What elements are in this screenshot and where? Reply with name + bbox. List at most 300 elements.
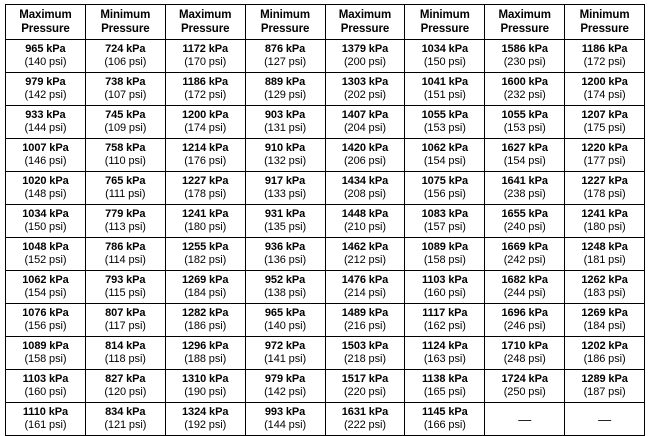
cell-psi: (132 psi) [264, 155, 307, 167]
cell-psi: (184 psi) [583, 320, 626, 332]
table-cell [565, 106, 645, 139]
column-header-8 [565, 5, 645, 40]
table-cell [165, 370, 245, 403]
cell-psi: (153 psi) [423, 122, 466, 134]
table-cell [405, 172, 485, 205]
table-cell [6, 205, 86, 238]
cell-psi: (204 psi) [343, 122, 386, 134]
table-cell [565, 370, 645, 403]
cell-kpa: 786 kPa [105, 240, 146, 253]
cell-kpa: — [598, 411, 612, 427]
table-cell [165, 205, 245, 238]
cell-kpa: 1682 kPa [501, 273, 548, 286]
column-header-1-line1: Maximum [19, 8, 72, 21]
cell-kpa: 1089 kPa [22, 339, 69, 352]
cell-psi: (141 psi) [264, 353, 307, 365]
table-row [6, 238, 645, 271]
table-cell [85, 337, 165, 370]
table-cell [245, 238, 325, 271]
cell-kpa: 1407 kPa [341, 108, 389, 121]
cell-kpa: 1075 kPa [421, 174, 468, 187]
cell-kpa: 1655 kPa [501, 207, 548, 220]
table-cell [85, 172, 165, 205]
column-header-3 [165, 5, 245, 40]
table-cell [405, 370, 485, 403]
table-cell [6, 139, 86, 172]
cell-psi: (190 psi) [184, 386, 227, 398]
cell-psi: (192 psi) [184, 419, 227, 431]
cell-kpa: 1220 kPa [581, 141, 628, 154]
cell-psi: (140 psi) [264, 320, 307, 332]
table-cell [85, 40, 165, 73]
cell-psi: (184 psi) [184, 287, 227, 299]
cell-psi: (131 psi) [264, 122, 307, 134]
cell-kpa: 889 kPa [264, 75, 306, 88]
cell-kpa: 724 kPa [105, 42, 146, 55]
cell-psi: (172 psi) [184, 89, 227, 101]
column-header-4 [245, 5, 325, 40]
cell-psi: (160 psi) [24, 386, 67, 398]
cell-psi: (176 psi) [184, 155, 227, 167]
cell-psi: (186 psi) [184, 320, 227, 332]
table-cell [85, 238, 165, 271]
cell-psi: (158 psi) [423, 254, 466, 266]
column-header-4-line1: Minimum [260, 8, 310, 21]
column-header-2-line1: Minimum [100, 8, 151, 21]
cell-psi: (158 psi) [24, 353, 67, 365]
column-header-4-line2: Pressure [260, 23, 310, 35]
cell-kpa: 1710 kPa [501, 339, 548, 352]
cell-kpa: 1200 kPa [182, 108, 229, 121]
table-cell [485, 238, 565, 271]
table-row [6, 73, 645, 106]
column-header-8-line1: Minimum [579, 8, 630, 21]
cell-kpa: 1448 kPa [341, 207, 389, 220]
cell-psi: (187 psi) [583, 386, 626, 398]
cell-psi: (170 psi) [184, 56, 227, 68]
cell-psi: (127 psi) [264, 56, 307, 68]
cell-kpa: 1186 kPa [182, 75, 229, 88]
table-cell [405, 40, 485, 73]
cell-kpa: 758 kPa [105, 141, 146, 154]
cell-psi: (106 psi) [104, 56, 147, 68]
column-header-7-line2: Pressure [500, 23, 549, 35]
cell-psi: (133 psi) [264, 188, 307, 200]
table-row [6, 139, 645, 172]
cell-kpa: 1227 kPa [182, 174, 229, 187]
cell-kpa: 1020 kPa [22, 174, 69, 187]
cell-psi: (129 psi) [264, 89, 307, 101]
cell-kpa: 1138 kPa [421, 372, 468, 385]
table-cell [405, 139, 485, 172]
table-cell [245, 271, 325, 304]
cell-psi: (232 psi) [503, 89, 546, 101]
column-header-1-line2: Pressure [21, 23, 70, 35]
cell-psi: (151 psi) [423, 89, 466, 101]
table-cell [565, 172, 645, 205]
cell-psi: (150 psi) [423, 56, 466, 68]
column-header-5 [325, 5, 405, 40]
table-cell [325, 106, 405, 139]
cell-psi: (121 psi) [104, 419, 147, 431]
cell-kpa: 1034 kPa [22, 207, 69, 220]
cell-kpa: 1476 kPa [341, 273, 389, 286]
cell-psi: (111 psi) [105, 188, 146, 200]
cell-psi: (117 psi) [104, 320, 146, 332]
cell-psi: (208 psi) [343, 188, 386, 200]
cell-kpa: 1200 kPa [581, 75, 628, 88]
cell-psi: (230 psi) [503, 56, 546, 68]
cell-psi: (180 psi) [184, 221, 227, 233]
column-header-2 [85, 5, 165, 40]
table-cell [565, 238, 645, 271]
cell-psi: (153 psi) [503, 122, 546, 134]
column-header-2-line2: Pressure [101, 23, 150, 35]
column-header-8-line2: Pressure [580, 23, 629, 35]
cell-kpa: 1641 kPa [501, 174, 548, 187]
table-cell [6, 304, 86, 337]
table-cell [85, 205, 165, 238]
table-row [6, 337, 645, 370]
column-header-3-line1: Maximum [179, 8, 232, 21]
header-row [6, 5, 645, 40]
cell-kpa: 1262 kPa [581, 273, 628, 286]
cell-kpa: 1007 kPa [22, 141, 69, 154]
table-cell [485, 205, 565, 238]
cell-kpa: 1083 kPa [421, 207, 468, 220]
table-cell [565, 337, 645, 370]
table-cell [245, 139, 325, 172]
cell-psi: (178 psi) [184, 188, 227, 200]
cell-psi: (248 psi) [503, 353, 546, 365]
cell-kpa: 1296 kPa [182, 339, 229, 352]
table-cell [245, 337, 325, 370]
cell-kpa: — [518, 411, 532, 427]
column-header-5-line2: Pressure [340, 23, 390, 35]
table-body [6, 40, 645, 436]
table-cell [485, 370, 565, 403]
table-cell [85, 370, 165, 403]
cell-kpa: 931 kPa [264, 207, 306, 220]
cell-kpa: 1103 kPa [421, 273, 468, 286]
cell-kpa: 1379 kPa [341, 42, 389, 55]
table-cell [485, 304, 565, 337]
cell-kpa: 1282 kPa [182, 306, 229, 319]
table-cell [245, 172, 325, 205]
cell-kpa: 965 kPa [264, 306, 306, 319]
cell-psi: (154 psi) [24, 287, 67, 299]
cell-psi: (160 psi) [423, 287, 466, 299]
table-cell [6, 337, 86, 370]
cell-kpa: 1303 kPa [341, 75, 389, 88]
cell-psi: (107 psi) [104, 89, 147, 101]
cell-kpa: 1103 kPa [22, 372, 69, 385]
table-cell [325, 370, 405, 403]
cell-kpa: 1089 kPa [421, 240, 468, 253]
cell-psi: (161 psi) [24, 419, 67, 431]
cell-psi: (238 psi) [503, 188, 546, 200]
cell-psi: (110 psi) [104, 155, 146, 167]
cell-psi: (175 psi) [583, 122, 626, 134]
cell-psi: (174 psi) [583, 89, 626, 101]
cell-kpa: 827 kPa [105, 372, 146, 385]
cell-kpa: 1034 kPa [421, 42, 468, 55]
table-cell [325, 139, 405, 172]
table-cell [165, 172, 245, 205]
table-row [6, 271, 645, 304]
cell-kpa: 1076 kPa [22, 306, 69, 319]
cell-psi: (183 psi) [583, 287, 626, 299]
cell-kpa: 1434 kPa [341, 174, 389, 187]
cell-psi: (135 psi) [264, 221, 307, 233]
cell-psi: (156 psi) [423, 188, 466, 200]
cell-kpa: 1145 kPa [421, 405, 468, 418]
table-cell [485, 172, 565, 205]
table-cell [85, 139, 165, 172]
table-cell [405, 205, 485, 238]
cell-psi: (182 psi) [184, 254, 227, 266]
table-cell [405, 73, 485, 106]
cell-kpa: 1186 kPa [581, 42, 628, 55]
table-cell [405, 106, 485, 139]
table-cell [405, 304, 485, 337]
cell-psi: (138 psi) [264, 287, 307, 299]
cell-kpa: 1503 kPa [341, 339, 389, 352]
table-cell [565, 40, 645, 73]
cell-kpa: 1048 kPa [22, 240, 69, 253]
cell-psi: (166 psi) [423, 419, 466, 431]
cell-kpa: 917 kPa [264, 174, 306, 187]
cell-psi: (218 psi) [343, 353, 386, 365]
column-header-3-line2: Pressure [180, 23, 230, 35]
cell-kpa: 993 kPa [264, 405, 306, 418]
table-cell [6, 271, 86, 304]
cell-psi: (152 psi) [24, 254, 67, 266]
table-cell [85, 304, 165, 337]
cell-kpa: 1062 kPa [421, 141, 468, 154]
cell-kpa: 972 kPa [264, 339, 306, 352]
cell-psi: (163 psi) [423, 353, 466, 365]
table-cell [325, 271, 405, 304]
table-cell [165, 238, 245, 271]
table-cell [245, 304, 325, 337]
table-cell [245, 370, 325, 403]
cell-kpa: 765 kPa [105, 174, 146, 187]
cell-kpa: 965 kPa [25, 42, 66, 55]
column-header-1 [6, 5, 86, 40]
table-cell [6, 106, 86, 139]
table-cell [405, 238, 485, 271]
table-cell [485, 106, 565, 139]
cell-kpa: 979 kPa [264, 372, 306, 385]
cell-kpa: 814 kPa [105, 339, 146, 352]
cell-kpa: 1117 kPa [422, 306, 468, 319]
cell-psi: (212 psi) [343, 254, 386, 266]
table-cell [165, 271, 245, 304]
table-cell [165, 139, 245, 172]
cell-psi: (216 psi) [343, 320, 386, 332]
cell-kpa: 1489 kPa [341, 306, 389, 319]
cell-psi: (136 psi) [264, 254, 307, 266]
cell-kpa: 793 kPa [105, 273, 146, 286]
cell-kpa: 1172 kPa [182, 42, 229, 55]
cell-psi: (210 psi) [343, 221, 386, 233]
cell-psi: (148 psi) [24, 188, 67, 200]
cell-kpa: 1600 kPa [501, 75, 548, 88]
column-header-5-line1: Maximum [338, 8, 392, 21]
cell-psi: (200 psi) [343, 56, 386, 68]
cell-psi: (186 psi) [583, 353, 626, 365]
cell-psi: (250 psi) [503, 386, 546, 398]
table-cell [6, 73, 86, 106]
table-cell [85, 73, 165, 106]
cell-psi: (174 psi) [184, 122, 227, 134]
cell-psi: (144 psi) [264, 419, 307, 431]
table-cell [565, 205, 645, 238]
cell-kpa: 1269 kPa [182, 273, 229, 286]
cell-kpa: 1462 kPa [341, 240, 389, 253]
cell-psi: (144 psi) [24, 122, 67, 134]
table-cell [165, 304, 245, 337]
cell-psi: (162 psi) [423, 320, 466, 332]
table-row [6, 205, 645, 238]
table-cell [6, 40, 86, 73]
cell-psi: (142 psi) [264, 386, 307, 398]
table-cell [85, 271, 165, 304]
cell-kpa: 1269 kPa [581, 306, 628, 319]
cell-kpa: 876 kPa [264, 42, 306, 55]
cell-psi: (150 psi) [24, 221, 67, 233]
cell-kpa: 1627 kPa [501, 141, 548, 154]
cell-kpa: 979 kPa [25, 75, 66, 88]
cell-kpa: 1202 kPa [581, 339, 628, 352]
cell-psi: (244 psi) [503, 287, 546, 299]
cell-psi: (120 psi) [104, 386, 147, 398]
cell-kpa: 903 kPa [264, 108, 306, 121]
cell-kpa: 1055 kPa [501, 108, 548, 121]
cell-kpa: 1241 kPa [182, 207, 229, 220]
cell-psi: (240 psi) [503, 221, 546, 233]
cell-kpa: 1631 kPa [341, 405, 389, 418]
cell-psi: (178 psi) [583, 188, 626, 200]
tire-pressure-table [5, 4, 645, 436]
cell-kpa: 1214 kPa [182, 141, 229, 154]
cell-kpa: 1255 kPa [182, 240, 229, 253]
table-cell [485, 40, 565, 73]
cell-kpa: 1248 kPa [581, 240, 628, 253]
table-cell [325, 73, 405, 106]
cell-kpa: 1289 kPa [581, 372, 628, 385]
cell-kpa: 936 kPa [264, 240, 306, 253]
cell-psi: (202 psi) [343, 89, 386, 101]
table-header [6, 5, 645, 40]
cell-psi: (115 psi) [104, 287, 146, 299]
table-cell [485, 139, 565, 172]
cell-kpa: 738 kPa [105, 75, 146, 88]
cell-psi: (113 psi) [104, 221, 146, 233]
cell-psi: (246 psi) [503, 320, 546, 332]
cell-kpa: 952 kPa [264, 273, 306, 286]
table-cell [245, 205, 325, 238]
table-cell [245, 40, 325, 73]
table-cell [325, 40, 405, 73]
cell-kpa: 910 kPa [264, 141, 306, 154]
cell-psi: (180 psi) [583, 221, 626, 233]
table-cell [85, 106, 165, 139]
table-cell [6, 370, 86, 403]
table-cell [565, 139, 645, 172]
cell-kpa: 1041 kPa [421, 75, 468, 88]
cell-kpa: 1124 kPa [421, 339, 468, 352]
table-cell [165, 337, 245, 370]
table-cell [165, 106, 245, 139]
cell-kpa: 1310 kPa [182, 372, 229, 385]
cell-kpa: 1227 kPa [581, 174, 628, 187]
cell-kpa: 1669 kPa [501, 240, 548, 253]
cell-kpa: 1207 kPa [581, 108, 628, 121]
cell-psi: (156 psi) [24, 320, 67, 332]
cell-kpa: 1241 kPa [581, 207, 628, 220]
cell-psi: (146 psi) [24, 155, 67, 167]
table-cell [565, 271, 645, 304]
cell-psi: (154 psi) [503, 155, 546, 167]
cell-kpa: 745 kPa [105, 108, 146, 121]
table-cell [245, 73, 325, 106]
table-cell [165, 40, 245, 73]
cell-kpa: 933 kPa [25, 108, 66, 121]
table-cell [6, 172, 86, 205]
cell-kpa: 1420 kPa [341, 141, 389, 154]
table-cell [325, 337, 405, 370]
cell-psi: (172 psi) [583, 56, 626, 68]
cell-kpa: 1110 kPa [22, 405, 68, 418]
column-header-7 [485, 5, 565, 40]
table-row [6, 304, 645, 337]
cell-psi: (206 psi) [343, 155, 386, 167]
cell-kpa: 1517 kPa [341, 372, 389, 385]
cell-psi: (165 psi) [423, 386, 466, 398]
table-cell [325, 172, 405, 205]
cell-kpa: 1586 kPa [501, 42, 548, 55]
cell-psi: (142 psi) [24, 89, 67, 101]
table-cell [485, 337, 565, 370]
column-header-6-line1: Minimum [419, 8, 470, 21]
cell-psi: (242 psi) [503, 254, 546, 266]
table-cell [165, 73, 245, 106]
column-header-7-line1: Maximum [498, 8, 551, 21]
cell-psi: (188 psi) [184, 353, 227, 365]
table-cell [325, 205, 405, 238]
table-cell [485, 271, 565, 304]
cell-psi: (140 psi) [24, 56, 67, 68]
cell-psi: (177 psi) [583, 155, 626, 167]
table-row [6, 106, 645, 139]
cell-psi: (222 psi) [343, 419, 386, 431]
cell-kpa: 1724 kPa [501, 372, 548, 385]
table-cell [405, 337, 485, 370]
cell-kpa: 779 kPa [105, 207, 146, 220]
cell-kpa: 1055 kPa [421, 108, 468, 121]
cell-psi: (109 psi) [104, 122, 147, 134]
table-row [6, 370, 645, 403]
cell-psi: (154 psi) [423, 155, 466, 167]
cell-kpa: 1324 kPa [182, 405, 229, 418]
cell-psi: (157 psi) [423, 221, 466, 233]
cell-kpa: 834 kPa [105, 405, 146, 418]
cell-psi: (214 psi) [343, 287, 386, 299]
table-cell [245, 106, 325, 139]
cell-kpa: 1062 kPa [22, 273, 69, 286]
